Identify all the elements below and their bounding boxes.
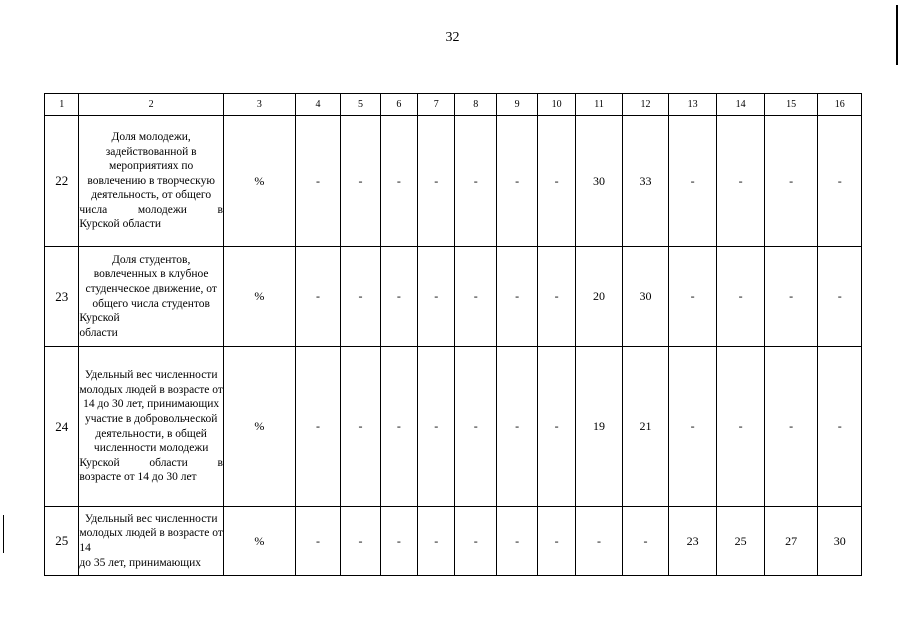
column-header: 2 xyxy=(79,94,224,116)
value-cell: 30 xyxy=(623,247,669,347)
column-header: 11 xyxy=(575,94,623,116)
value-cell: - xyxy=(341,116,380,247)
indicator-description xyxy=(79,116,224,247)
value-cell: 33 xyxy=(623,116,669,247)
description-line: численности молодых xyxy=(79,512,218,540)
description-line: численности молодых xyxy=(79,369,218,396)
value-cell: - xyxy=(380,247,417,347)
unit-cell: % xyxy=(223,347,295,507)
column-header: 1 xyxy=(45,94,79,116)
description-line: студентов Курской xyxy=(79,297,210,325)
value-cell: - xyxy=(717,116,765,247)
value-cell: - xyxy=(455,347,496,507)
value-cell: - xyxy=(717,247,765,347)
value-cell: - xyxy=(818,116,862,247)
column-number-row xyxy=(45,94,862,116)
value-cell: - xyxy=(818,247,862,347)
description-line: числа молодежи в xyxy=(79,203,223,216)
description-line: людей в возрасте от 14 xyxy=(83,383,223,411)
value-cell: - xyxy=(380,507,417,576)
indicator-description xyxy=(79,507,224,576)
column-header: 4 xyxy=(295,94,341,116)
value-cell: - xyxy=(538,116,575,247)
description-line: Доля молодежи, xyxy=(111,130,191,143)
page-number: 32 xyxy=(445,30,460,45)
value-cell: - xyxy=(538,507,575,576)
value-cell: - xyxy=(668,247,717,347)
indicator-description xyxy=(79,247,224,347)
value-cell: - xyxy=(418,347,455,507)
scan-edge-mark-left xyxy=(3,515,4,553)
indicators-table xyxy=(44,93,862,576)
value-cell: - xyxy=(764,347,818,507)
column-header: 3 xyxy=(223,94,295,116)
value-cell: 21 xyxy=(623,347,669,507)
value-cell: - xyxy=(496,116,537,247)
row-number: 23 xyxy=(45,247,79,347)
table-row xyxy=(45,347,862,507)
description-line: до 35 лет, принимающих xyxy=(79,556,202,569)
description-line: Доля студентов, xyxy=(111,253,191,266)
value-cell: - xyxy=(538,247,575,347)
value-cell: - xyxy=(295,247,341,347)
description-line: области xyxy=(79,326,118,339)
value-cell: - xyxy=(575,507,623,576)
value-cell: 30 xyxy=(575,116,623,247)
unit-cell: % xyxy=(223,247,295,347)
description-line: вовлечению в xyxy=(87,174,155,187)
description-line: возрасте от 14 до 30 лет xyxy=(79,471,197,484)
value-cell: - xyxy=(341,507,380,576)
description-line: мероприятиях по xyxy=(109,160,194,173)
description-line: от общего числа xyxy=(92,282,217,310)
value-cell: - xyxy=(496,247,537,347)
value-cell: - xyxy=(818,347,862,507)
description-line: добровольческой xyxy=(134,412,218,425)
value-cell: - xyxy=(764,247,818,347)
value-cell: - xyxy=(380,116,417,247)
column-header: 6 xyxy=(380,94,417,116)
value-cell: - xyxy=(341,247,380,347)
table-row xyxy=(45,507,862,576)
table-row xyxy=(45,247,862,347)
unit-cell: % xyxy=(223,507,295,576)
value-cell: 30 xyxy=(818,507,862,576)
description-line: студенческое движение, xyxy=(85,282,204,295)
description-line: деятельности, в общей xyxy=(95,427,207,440)
value-cell: - xyxy=(717,347,765,507)
table-row xyxy=(45,116,862,247)
column-header: 12 xyxy=(623,94,669,116)
scan-edge-mark-right xyxy=(896,5,898,65)
column-header: 9 xyxy=(496,94,537,116)
description-line: участие в xyxy=(84,412,132,425)
description-line: вовлеченных в клубное xyxy=(93,268,209,281)
description-line: до 30 лет, принимающих xyxy=(97,398,220,411)
value-cell: - xyxy=(496,507,537,576)
description-line: деятельность, от общего xyxy=(91,189,212,202)
description-line: Удельный вес xyxy=(84,512,153,525)
value-cell: - xyxy=(668,116,717,247)
value-cell: - xyxy=(496,347,537,507)
value-cell: 20 xyxy=(575,247,623,347)
value-cell: - xyxy=(418,247,455,347)
description-line: Курской области в xyxy=(79,456,223,469)
value-cell: - xyxy=(341,347,380,507)
value-cell: 25 xyxy=(717,507,765,576)
value-cell: - xyxy=(380,347,417,507)
row-number: 24 xyxy=(45,347,79,507)
value-cell: - xyxy=(295,347,341,507)
value-cell: - xyxy=(623,507,669,576)
unit-cell: % xyxy=(223,116,295,247)
value-cell: - xyxy=(455,247,496,347)
value-cell: 19 xyxy=(575,347,623,507)
description-line: Удельный вес xyxy=(84,369,153,382)
column-header: 8 xyxy=(455,94,496,116)
column-header: 15 xyxy=(764,94,818,116)
indicator-description xyxy=(79,347,224,507)
description-line: численности молодежи xyxy=(93,442,209,455)
value-cell: 23 xyxy=(668,507,717,576)
row-number: 25 xyxy=(45,507,79,576)
value-cell: - xyxy=(455,507,496,576)
column-header: 7 xyxy=(418,94,455,116)
description-line: людей в возрасте от 14 xyxy=(79,527,223,554)
description-line: творческую xyxy=(157,174,215,187)
description-line: Курской области xyxy=(79,218,162,231)
description-line: задействованной в xyxy=(105,145,197,158)
column-header: 5 xyxy=(341,94,380,116)
column-header: 14 xyxy=(717,94,765,116)
value-cell: 27 xyxy=(764,507,818,576)
value-cell: - xyxy=(455,116,496,247)
value-cell: - xyxy=(764,116,818,247)
value-cell: - xyxy=(538,347,575,507)
row-number: 22 xyxy=(45,116,79,247)
column-header: 10 xyxy=(538,94,575,116)
value-cell: - xyxy=(418,116,455,247)
value-cell: - xyxy=(668,347,717,507)
value-cell: - xyxy=(418,507,455,576)
column-header: 13 xyxy=(668,94,717,116)
column-header: 16 xyxy=(818,94,862,116)
value-cell: - xyxy=(295,116,341,247)
value-cell: - xyxy=(295,507,341,576)
